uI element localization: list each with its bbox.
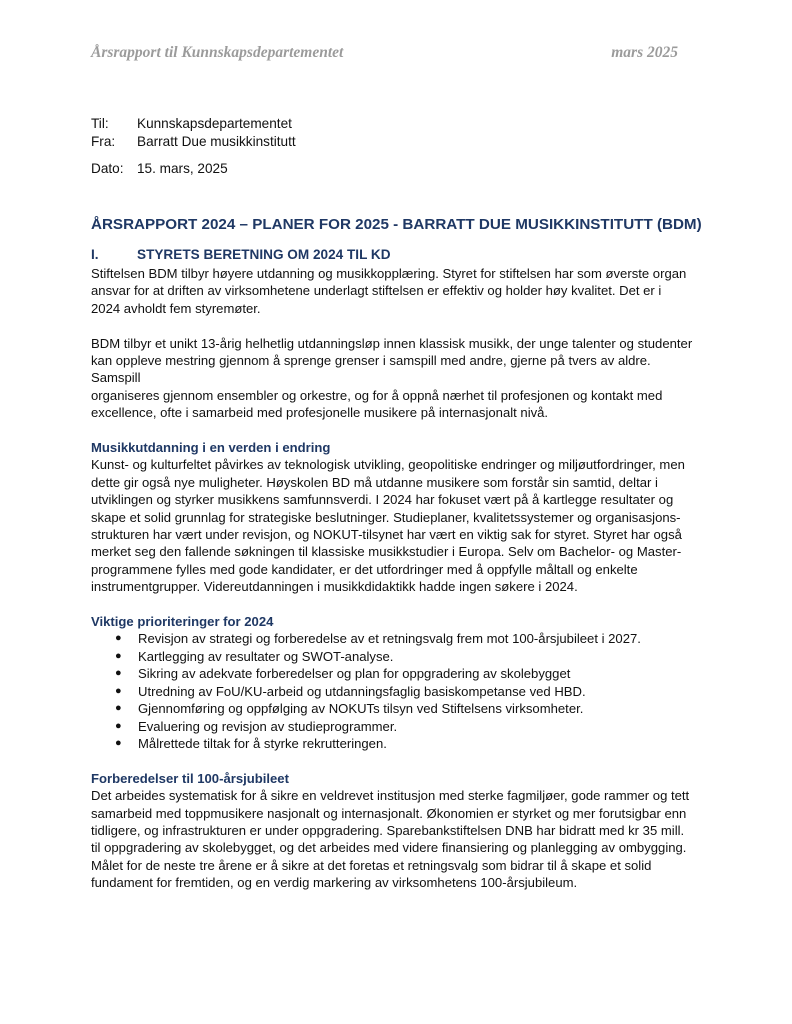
address-date (91, 160, 228, 178)
address-to (91, 115, 292, 133)
bullet-icon: ● (115, 684, 122, 697)
subheading-jubileum: Forberedelser til 100-årsjubileet (91, 770, 289, 786)
paragraph-line: kan oppleve mestring gjennom å sprenge grenser i samspill med andre, gjerne på tvers av aldre. Samspill (91, 353, 651, 386)
paragraph (91, 335, 703, 422)
bullet-icon: ● (115, 736, 122, 749)
paragraph-line: programmene fylles med gode kandidater, er det utfordringer med å oppfylle måltall og enkelte (91, 561, 638, 577)
list-item: ● Utredning av FoU/KU-arbeid og utdanningsfaglig basiskompetanse ved HBD. (115, 683, 586, 699)
address-from-value: Barratt Due musikkinstitutt (137, 134, 296, 149)
paragraph-line: Stiftelsen BDM tilbyr høyere utdanning og musikkopplæring. Styret for stiftelsen har som øverste organ (91, 266, 687, 281)
page-header (91, 44, 678, 66)
section-number: I. (91, 247, 99, 262)
list-item: ● Sikring av adekvate forberedelser og plan for oppgradering av skolebygget (115, 666, 571, 682)
paragraph-line: Det arbeides systematisk for å sikre en veldrevet institusjon med sterke fagmiljøer, gode rammer og tett (91, 788, 690, 804)
address-date-label: Dato: (91, 161, 124, 176)
paragraph-line: tidligere, og infrastrukturen er under oppgradering. Sparebankstiftelsen DNB har bidratt med kr 35 mill. (91, 822, 685, 838)
paragraph-line: utviklingen og styrker musikkens samfunnsverdi. I 2024 har fokuset vært på å kartlegge resultater og (91, 492, 674, 508)
paragraph (91, 265, 703, 317)
paragraph (91, 456, 703, 595)
list-item: ● Evaluering og revisjon av studieprogrammer. (115, 718, 398, 734)
list-item: ● Revisjon av strategi og forberedelse av et retningsvalg frem mot 100-årsjubileet i 2027. (115, 631, 641, 647)
section-title: STYRETS BERETNING OM 2024 TIL KD (137, 247, 391, 262)
paragraph-line: organiseres gjennom ensembler og orkestre, og for å oppnå nærhet til profesjonen og kontakt med (91, 387, 663, 403)
bullet-icon: ● (115, 649, 122, 662)
address-from-label: Fra: (91, 134, 116, 149)
address-from (91, 133, 296, 151)
bullet-icon: ● (115, 632, 122, 645)
document-title: ÅRSRAPPORT 2024 – PLANER FOR 2025 - BARRATT DUE MUSIKKINSTITUTT (BDM) (91, 216, 702, 233)
paragraph-line: instrumentgrupper. Videreutdanningen i musikkdidaktikk hadde ingen søkere i 2024. (91, 579, 578, 595)
header-date: mars 2025 (611, 44, 678, 61)
paragraph-line: strukturen har vært under revisjon, og NOKUT-tilsynet har vært en viktig sak for styret. Styret har også (91, 527, 682, 543)
subheading-prioriteringer: Viktige prioriteringer for 2024 (91, 614, 274, 630)
paragraph-line: Målet for de neste tre årene er å sikre at det foretas et retningsvalg som bidrar til å skape et solid (91, 857, 652, 873)
paragraph-line: Kunst- og kulturfeltet påvirkes av teknologisk utvikling, geopolitiske endringer og miljøutfordringer, men (91, 457, 685, 473)
bullet-icon: ● (115, 719, 122, 732)
bullet-icon: ● (115, 667, 122, 680)
section-heading (91, 246, 391, 264)
bullet-icon: ● (115, 702, 122, 715)
paragraph-line: ansvar for at driften av virksomhetene underlagt stiftelsen er effektiv og holder høy kvalitet. Det er i (91, 283, 662, 299)
paragraph-line: dette gir også nye muligheter. Høyskolen BD må utdanne musikere som forstår sin samtid, deltar i (91, 474, 658, 490)
paragraph-line: til oppgradering av skolebygget, og det arbeides med videre finansiering og planlegging av ombygging. (91, 840, 687, 856)
paragraph-line: 2024 avholdt fem styremøter. (91, 300, 261, 316)
list-item: ● Kartlegging av resultater og SWOT-analyse. (115, 648, 394, 664)
paragraph-line: excellence, ofte i samarbeid med profesjonelle musikere på internasjonalt nivå. (91, 405, 549, 421)
header-report-title: Årsrapport til Kunnskapsdepartementet (91, 44, 344, 61)
paragraph-line: samarbeid med toppmusikere nasjonalt og internasjonalt. Økonomien er styrket og mer forutsigbar enn (91, 805, 687, 821)
paragraph (91, 787, 703, 891)
subheading-musikkutdanning: Musikkutdanning i en verden i endring (91, 440, 331, 456)
list-item: ● Gjennomføring og oppfølging av NOKUTs tilsyn ved Stiftelsens virksomheter. (115, 701, 584, 717)
address-to-label: Til: (91, 116, 109, 131)
paragraph-line: skape et solid grunnlag for strategiske beslutninger. Studieplaner, kvalitetssystemer og organisasjons- (91, 509, 681, 525)
address-to-value: Kunnskapsdepartementet (137, 116, 292, 131)
list-item: ● Målrettede tiltak for å styrke rekrutteringen. (115, 735, 387, 751)
priority-list (91, 630, 703, 752)
document-body (91, 265, 703, 892)
paragraph-line: fundament for fremtiden, og en verdig markering av virksomhetens 100-årsjubileum. (91, 875, 578, 891)
paragraph-line: merket seg den fallende søkningen til klassiske musikkstudier i Europa. Selv om Bachelor- og Master- (91, 544, 682, 560)
paragraph-line: BDM tilbyr et unikt 13-årig helhetlig utdanningsløp innen klassisk musikk, der unge talenter og studenter (91, 335, 693, 351)
address-date-value: 15. mars, 2025 (137, 161, 228, 176)
